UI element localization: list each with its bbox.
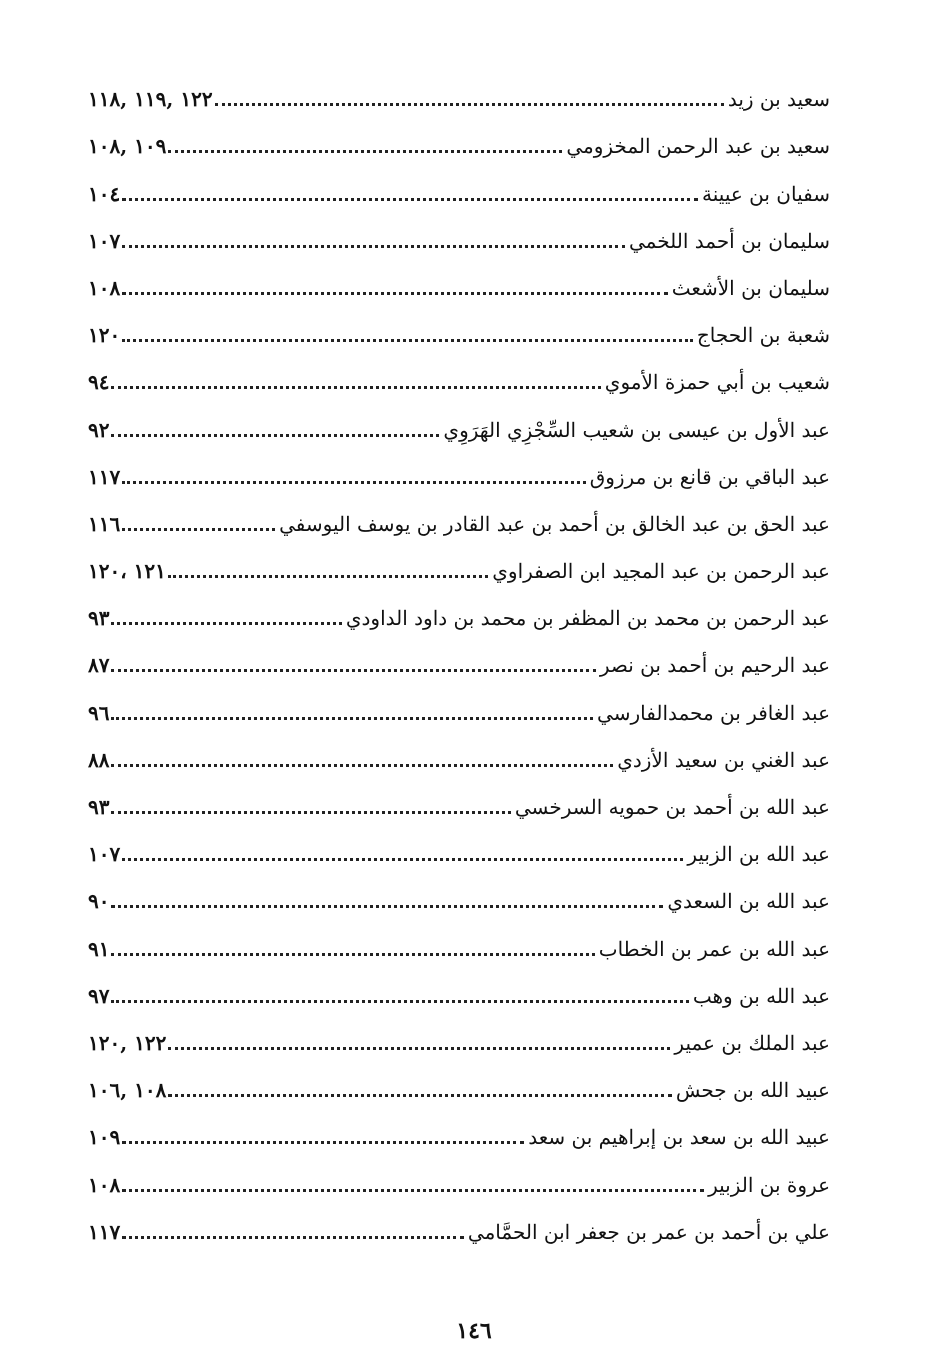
dot-leader (111, 386, 600, 389)
index-entry (88, 444, 830, 491)
index-entry (88, 774, 830, 821)
index-entry (88, 868, 830, 915)
dot-leader (168, 575, 488, 578)
entry-name: عبد الرحيم بن أحمد بن نصر (599, 653, 830, 678)
entry-name: شعيب بن أبي حمزة الأموي (604, 370, 830, 395)
dot-leader (122, 292, 667, 295)
entry-page-numbers: ١٠٧ (88, 842, 121, 867)
index-entry (88, 160, 830, 207)
entry-page-numbers: ٩١ (88, 936, 110, 961)
index-entry (88, 208, 830, 255)
entry-name: سعيد بن عبد الرحمن المخزومي (566, 134, 830, 159)
entry-page-numbers: ١٠٩ ,١٠٨ (88, 134, 167, 159)
dot-leader (168, 150, 562, 153)
dot-leader (111, 1000, 688, 1003)
entry-name: عبد الحق بن عبد الخالق بن أحمد بن عبد القادر بن يوسف اليوسفي (279, 511, 830, 536)
entry-name: عبد الملك بن عمير (674, 1030, 830, 1055)
entry-page-numbers: ١٠٩ (88, 1125, 121, 1150)
entry-name: عبد الرحمن بن عبد المجيد ابن الصفراوي (492, 559, 830, 584)
entry-page-numbers: ١٢٢ ,١١٩ ,١١٨ (88, 87, 213, 112)
dot-leader (168, 1094, 671, 1097)
index-entry (88, 349, 830, 396)
entry-page-numbers: ٩٤ (88, 370, 110, 395)
index-entry (88, 963, 830, 1010)
name-index-list (88, 66, 830, 1246)
index-entry (88, 1057, 830, 1104)
dot-leader (122, 245, 625, 248)
entry-page-numbers: ٩٧ (88, 983, 110, 1008)
dot-leader (122, 339, 693, 342)
index-entry (88, 679, 830, 726)
entry-page-numbers: ١٢٢ ,١٢٠ (88, 1030, 167, 1055)
dot-leader (122, 481, 585, 484)
dot-leader (111, 669, 595, 672)
dot-leader (122, 1236, 464, 1239)
entry-name: سليمان بن أحمد اللخمي (628, 228, 830, 253)
entry-name: عبد الباقي بن قانع بن مرزوق (589, 464, 830, 489)
dot-leader (111, 953, 594, 956)
dot-leader (111, 622, 341, 625)
entry-name: عبد الله بن أحمد بن حمويه السرخسي (514, 795, 830, 819)
entry-page-numbers: ٩٦ (88, 700, 110, 725)
index-entry (88, 538, 830, 585)
dot-leader (122, 528, 275, 531)
entry-page-numbers: ٩٣ (88, 606, 110, 631)
entry-page-numbers: ١١٦ (88, 511, 121, 536)
entry-page-numbers: ١٠٤ (88, 181, 121, 206)
index-entry (88, 632, 830, 679)
dot-leader (111, 717, 593, 720)
dot-leader (122, 1141, 524, 1144)
index-entry (88, 1151, 830, 1198)
entry-name: عبد الغني بن سعيد الأزدي (617, 747, 830, 772)
entry-page-numbers: ١٢٠ (88, 323, 121, 348)
entry-name: عبد الله بن عمر بن الخطاب (598, 936, 830, 961)
entry-name: علي بن أحمد بن عمر بن جعفر ابن الحمَّامي (467, 1219, 830, 1244)
entry-page-numbers: ٨٧ (88, 653, 110, 678)
entry-page-numbers: ١١٧ (88, 1219, 121, 1244)
index-entry (88, 727, 830, 774)
entry-name: عبد الأول بن عيسى بن شعيب السِّجْزِي الهَرَوِي (443, 417, 830, 442)
dot-leader (122, 198, 698, 201)
entry-page-numbers: ١٢١ ،١٢٠ (88, 559, 166, 584)
index-entry (88, 396, 830, 443)
dot-leader (215, 103, 724, 106)
entry-page-numbers: ٩٣ (88, 795, 110, 819)
entry-name: شعبة بن الحجاج (696, 323, 830, 348)
entry-page-numbers: ١٠٨ ,١٠٦ (88, 1078, 167, 1103)
entry-name: عبيد الله بن جحش (675, 1078, 830, 1103)
entry-name: عبد الغافر بن محمدالفارسي (597, 700, 830, 725)
page-number: ١٤٦ (456, 1318, 492, 1344)
entry-page-numbers: ٩٠ (88, 889, 110, 914)
index-entry (88, 821, 830, 868)
index-entry (88, 1199, 830, 1246)
entry-page-numbers: ٨٨ (88, 747, 110, 772)
entry-name: عروة بن الزبير (708, 1172, 830, 1197)
entry-name: سليمان بن الأشعث (671, 275, 830, 300)
entry-page-numbers: ١٠٧ (88, 228, 121, 253)
index-entry (88, 585, 830, 632)
entry-name: عبد الرحمن بن محمد بن المظفر بن محمد بن داود الداودي (345, 606, 830, 631)
dot-leader (122, 858, 683, 861)
index-entry (88, 1010, 830, 1057)
entry-name: عبد الله بن الزبير (687, 842, 830, 867)
dot-leader (122, 1189, 704, 1192)
dot-leader (111, 905, 663, 908)
index-entry (88, 66, 830, 113)
index-entry (88, 302, 830, 349)
entry-name: عبد الله بن السعدي (667, 889, 830, 914)
index-entry (88, 113, 830, 160)
entry-page-numbers: ١١٧ (88, 464, 121, 489)
entry-name: عبد الله بن وهب (692, 983, 830, 1008)
dot-leader (111, 764, 613, 767)
dot-leader (168, 1047, 670, 1050)
index-entry (88, 255, 830, 302)
index-entry (88, 915, 830, 962)
entry-page-numbers: ١٠٨ (88, 1172, 121, 1197)
index-entry (88, 1104, 830, 1151)
dot-leader (111, 811, 510, 814)
index-entry (88, 491, 830, 538)
dot-leader (111, 434, 439, 437)
entry-name: سعيد بن زيد (727, 87, 830, 112)
entry-name: عبيد الله بن سعد بن إبراهيم بن سعد (528, 1125, 830, 1150)
entry-page-numbers: ١٠٨ (88, 275, 121, 300)
entry-name: سفيان بن عيينة (702, 181, 830, 206)
entry-page-numbers: ٩٢ (88, 417, 110, 442)
